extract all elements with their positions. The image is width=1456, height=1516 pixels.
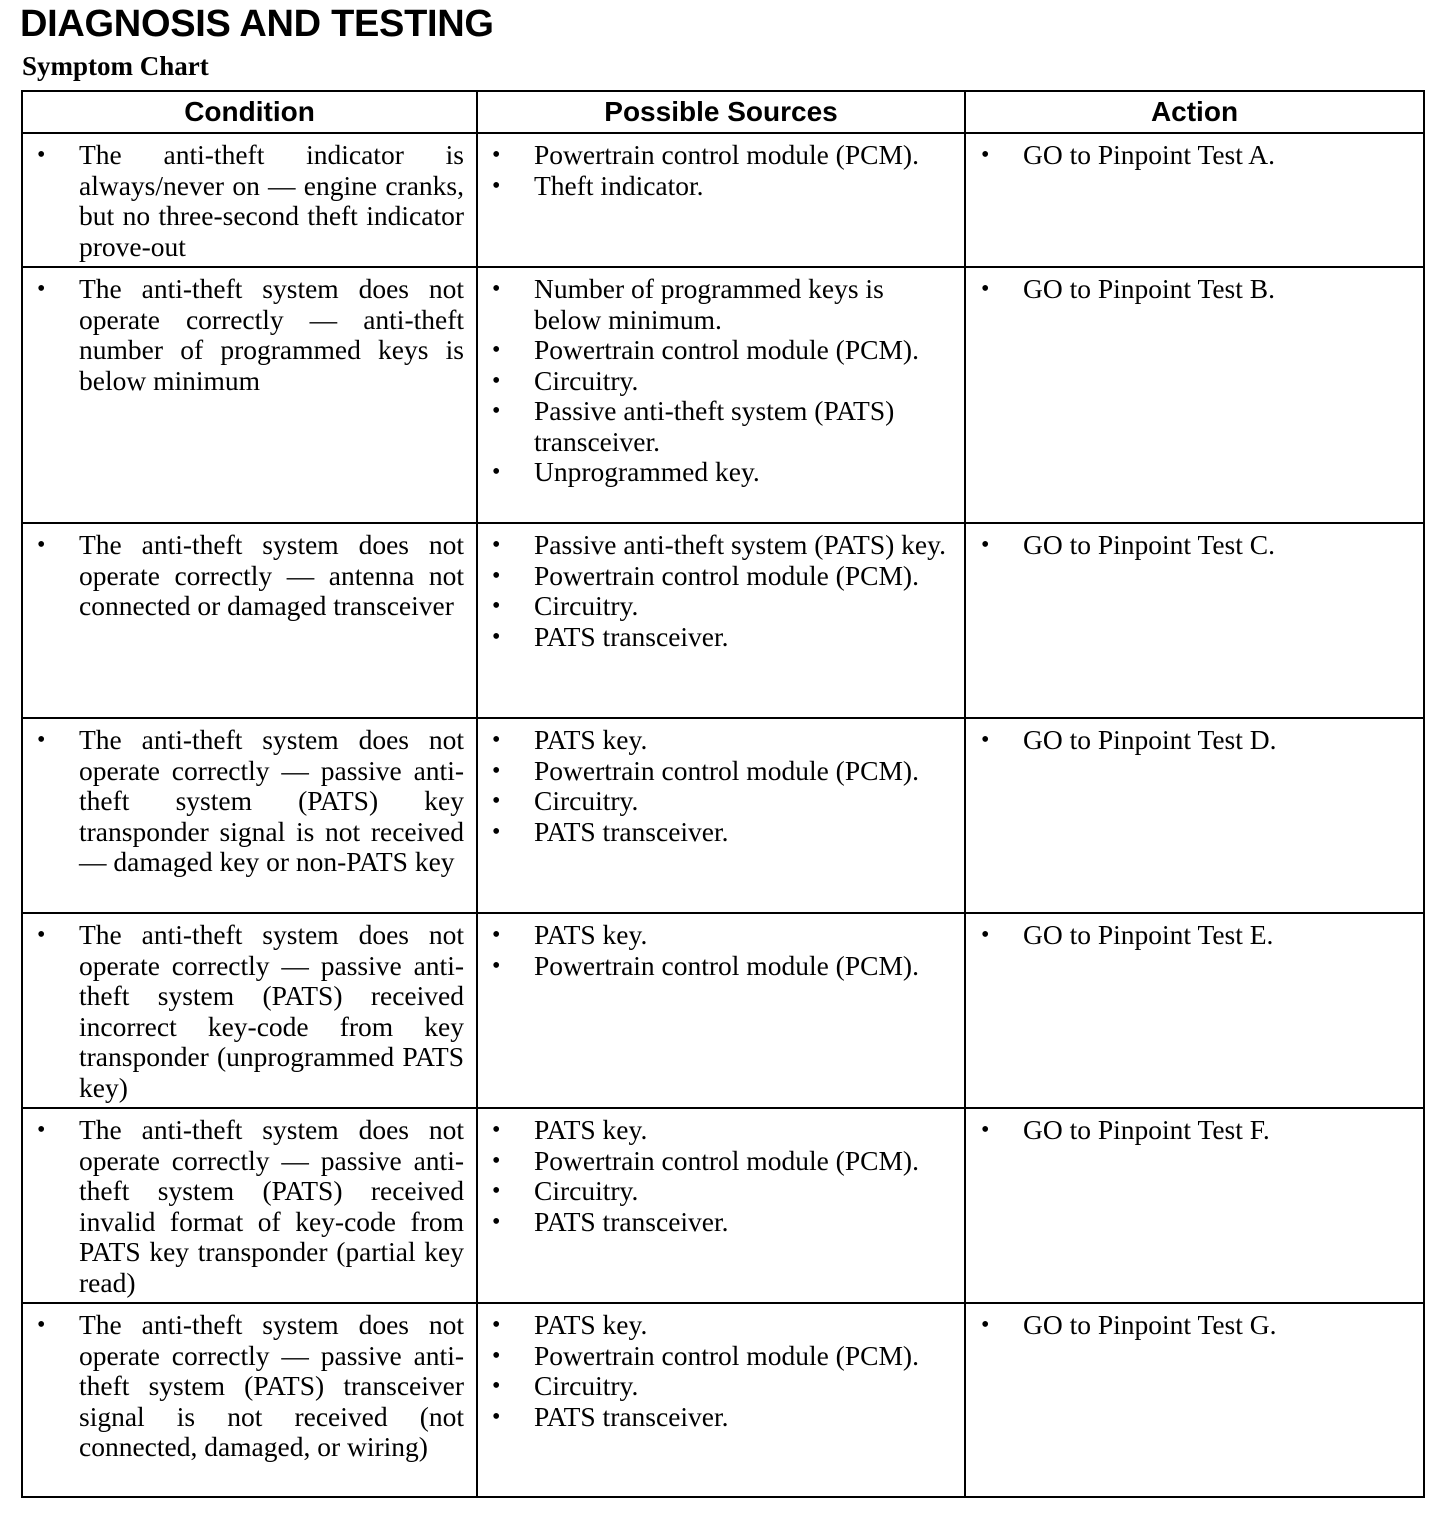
symptom-chart-table (21, 90, 1425, 1498)
source-item: • Circuitry. (534, 1371, 954, 1402)
condition-text: • The anti-theft system does not operate correctly — anti-theft number of programmed keys is below minimum (79, 274, 464, 396)
action-cell (965, 267, 1424, 523)
condition-text: • The anti-theft system does not operate correctly — passive anti-theft system (PATS) transceiver signal is not received (not connected, damaged, or wiring) (79, 1310, 464, 1463)
condition-text: • The anti-theft system does not operate correctly — passive anti-theft system (PATS) key transponder signal is not received — damaged key or non-PATS key (79, 725, 464, 878)
source-item: • Passive anti-theft system (PATS) key. (534, 530, 954, 561)
condition-text: • The anti-theft indicator is always/never on — engine cranks, but no three-second theft indicator prove-out (79, 140, 464, 262)
table-row (22, 1108, 1424, 1303)
action-text: • GO to Pinpoint Test A. (1023, 140, 1413, 171)
action-cell (965, 1108, 1424, 1303)
source-item: • Powertrain control module (PCM). (534, 951, 954, 982)
action-text: • GO to Pinpoint Test D. (1023, 725, 1413, 756)
table-row (22, 523, 1424, 718)
action-cell (965, 133, 1424, 267)
page-subtitle: Symptom Chart (22, 51, 209, 81)
action-cell (965, 1303, 1424, 1497)
action-text: • GO to Pinpoint Test G. (1023, 1310, 1413, 1341)
condition-cell (22, 133, 477, 267)
source-item: • PATS transceiver. (534, 622, 954, 653)
source-item: • Powertrain control module (PCM). (534, 140, 954, 171)
condition-cell (22, 267, 477, 523)
action-text: • GO to Pinpoint Test C. (1023, 530, 1413, 561)
action-cell (965, 718, 1424, 913)
source-item: • Powertrain control module (PCM). (534, 756, 954, 787)
source-item: • Theft indicator. (534, 171, 954, 202)
source-item: • PATS key. (534, 1115, 954, 1146)
condition-cell (22, 523, 477, 718)
sources-cell (477, 133, 965, 267)
source-item: • Circuitry. (534, 786, 954, 817)
source-item: • Unprogrammed key. (534, 457, 954, 488)
sources-cell (477, 523, 965, 718)
table-row (22, 133, 1424, 267)
source-item: • Powertrain control module (PCM). (534, 1146, 954, 1177)
source-item: • PATS transceiver. (534, 1207, 954, 1238)
source-item: • Circuitry. (534, 366, 954, 397)
source-item: • Powertrain control module (PCM). (534, 561, 954, 592)
action-text: • GO to Pinpoint Test F. (1023, 1115, 1413, 1146)
action-cell (965, 523, 1424, 718)
column-header-possible-sources: Possible Sources (477, 91, 965, 133)
sources-cell (477, 1108, 965, 1303)
table-row (22, 267, 1424, 523)
table-row (22, 913, 1424, 1108)
action-cell (965, 913, 1424, 1108)
sources-cell (477, 1303, 965, 1497)
source-item: • Powertrain control module (PCM). (534, 335, 954, 366)
table-row (22, 1303, 1424, 1497)
source-item: • Powertrain control module (PCM). (534, 1341, 954, 1372)
action-text: • GO to Pinpoint Test B. (1023, 274, 1413, 305)
source-item: • Number of programmed keys is below minimum. (534, 274, 954, 335)
condition-text: • The anti-theft system does not operate correctly — antenna not connected or damaged transceiver (79, 530, 464, 622)
sources-cell (477, 718, 965, 913)
condition-cell (22, 718, 477, 913)
table-header-row (22, 91, 1424, 133)
action-text: • GO to Pinpoint Test E. (1023, 920, 1413, 951)
condition-cell (22, 1108, 477, 1303)
source-item: • PATS transceiver. (534, 817, 954, 848)
source-item: • Circuitry. (534, 591, 954, 622)
table-row (22, 718, 1424, 913)
sources-cell (477, 913, 965, 1108)
condition-cell (22, 913, 477, 1108)
condition-text: • The anti-theft system does not operate correctly — passive anti-theft system (PATS) received invalid format of key-code from PATS key transponder (partial key read) (79, 1115, 464, 1298)
source-item: • PATS transceiver. (534, 1402, 954, 1433)
source-item: • PATS key. (534, 920, 954, 951)
source-item: • PATS key. (534, 1310, 954, 1341)
source-item: • Circuitry. (534, 1176, 954, 1207)
page-title: DIAGNOSIS AND TESTING (20, 3, 494, 45)
column-header-condition: Condition (22, 91, 477, 133)
source-item: • Passive anti-theft system (PATS) transceiver. (534, 396, 954, 457)
column-header-action: Action (965, 91, 1424, 133)
sources-cell (477, 267, 965, 523)
condition-cell (22, 1303, 477, 1497)
condition-text: • The anti-theft system does not operate correctly — passive anti-theft system (PATS) received incorrect key-code from key transponder (unprogrammed PATS key) (79, 920, 464, 1103)
source-item: • PATS key. (534, 725, 954, 756)
